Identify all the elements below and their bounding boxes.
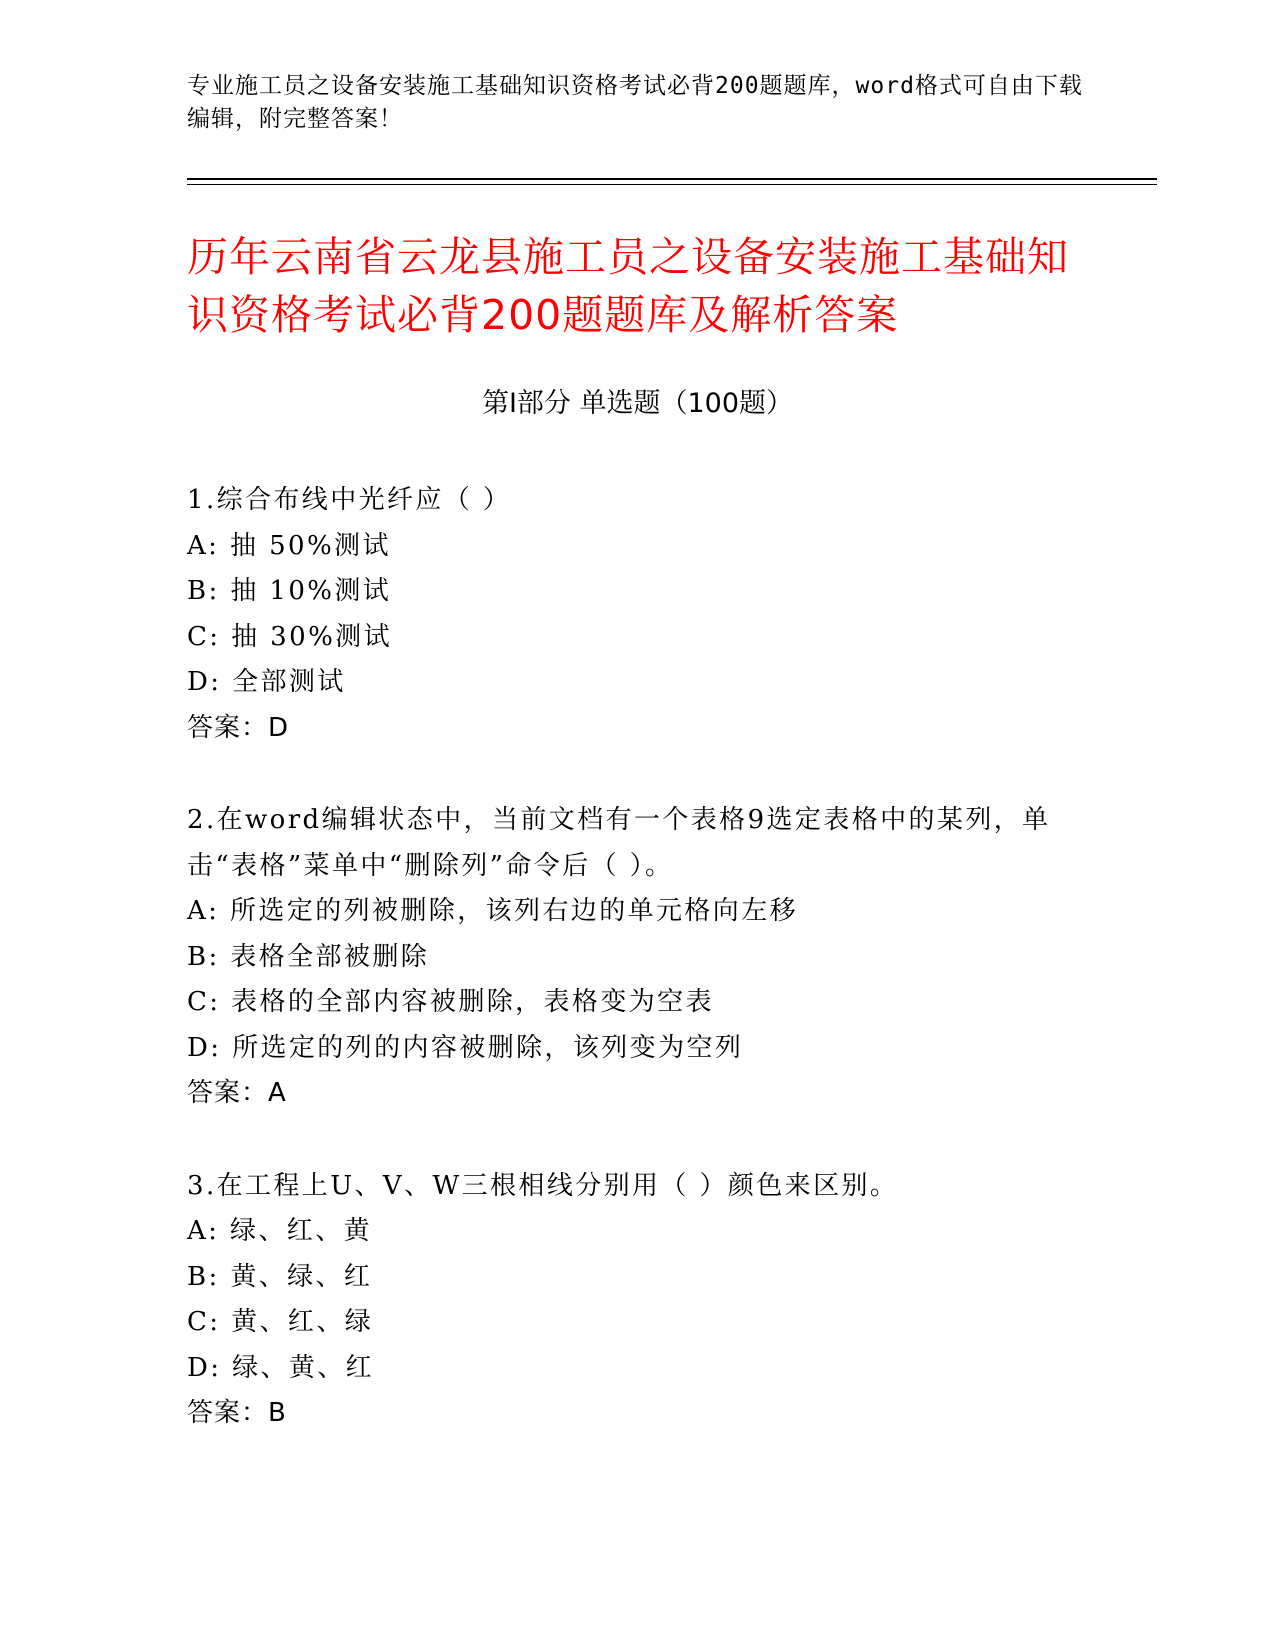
option-a: A: 所选定的列被删除，该列右边的单元格向左移 — [187, 896, 799, 926]
option-c: C: 黄、红、绿 — [187, 1307, 374, 1337]
option-b: B: 表格全部被删除 — [187, 941, 430, 972]
question-stem: 2.在word编辑状态中，当前文档有一个表格9选定表格中的某列，单击“表格”菜单中“删除列”命令后（ ）。 — [187, 805, 1051, 881]
option-d: D: 所选定的列的内容被删除，该列变为空列 — [187, 1032, 744, 1063]
answer: 答案：D — [187, 712, 290, 743]
question-3 — [187, 1164, 1087, 1437]
answer: 答案：A — [187, 1078, 287, 1108]
option-b: B: 黄、绿、红 — [187, 1261, 373, 1292]
option-d: D: 绿、黄、红 — [187, 1352, 375, 1383]
answer: 答案：B — [187, 1398, 287, 1428]
option-a: A: 绿、红、黄 — [187, 1216, 373, 1246]
option-c: C: 抽 30%测试 — [187, 621, 392, 652]
question-list — [187, 478, 1087, 1437]
document-title: 历年云南省云龙县施工员之设备安装施工基础知识资格考试必背200题题库及解析答案 — [187, 233, 1069, 339]
question-spacer — [187, 751, 1087, 798]
question-stem: 1.综合布线中光纤应（ ） — [187, 485, 512, 515]
header-rule-thick — [187, 178, 1157, 180]
option-c: C: 表格的全部内容被删除，表格变为空表 — [187, 987, 714, 1017]
question-spacer — [187, 1117, 1087, 1164]
question-1 — [187, 478, 1087, 751]
option-a: A: 抽 50%测试 — [187, 530, 391, 561]
question-stem: 3.在工程上U、V、W三根相线分别用（ ）颜色来区别。 — [187, 1170, 899, 1201]
question-2 — [187, 798, 1087, 1117]
option-d: D: 全部测试 — [187, 667, 346, 697]
header-note: 专业施工员之设备安装施工基础知识资格考试必背200题题库，word格式可自由下载编辑，附完整答案！ — [187, 73, 1083, 132]
option-b: B: 抽 10%测试 — [187, 576, 392, 606]
header-rule-thin — [187, 184, 1157, 185]
section-heading: 第Ⅰ部分 单选题（100题） — [481, 388, 794, 419]
